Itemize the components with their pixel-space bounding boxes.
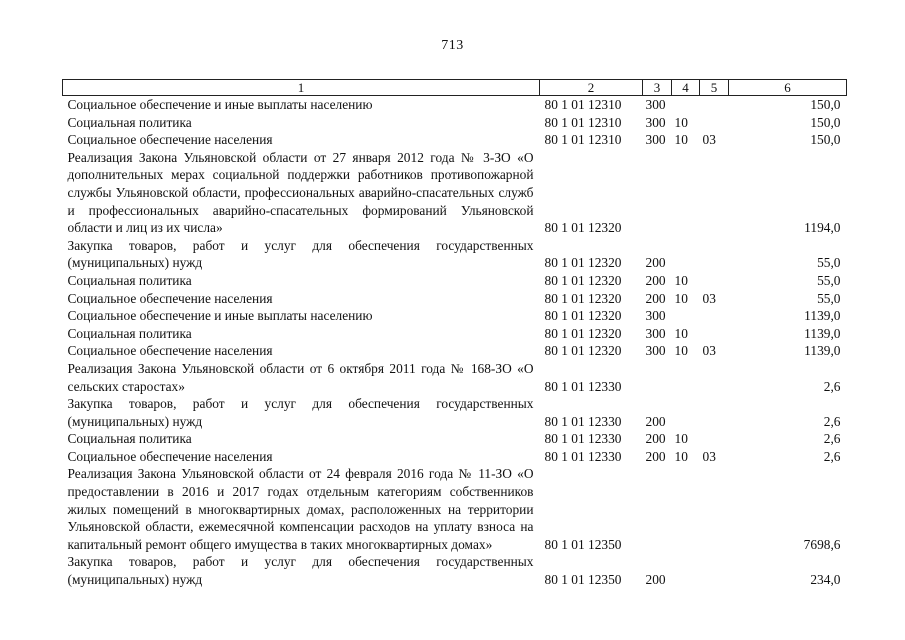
row-amount: 2,6	[823, 413, 841, 429]
column-header-3: 3	[643, 80, 672, 96]
row-col5: 03	[702, 343, 716, 359]
row-col5: 03	[702, 290, 716, 306]
row-code: 80 1 01 12320	[544, 308, 622, 324]
table-row	[63, 342, 847, 360]
table-row	[63, 237, 847, 272]
row-col4: 10	[674, 325, 688, 341]
row-code: 80 1 01 12330	[544, 413, 622, 429]
row-col4	[672, 553, 700, 588]
row-name: Социальное обеспечение населения	[67, 343, 273, 359]
table-row	[63, 272, 847, 290]
row-code: 80 1 01 12310	[544, 97, 622, 112]
row-col4: 10	[674, 272, 688, 288]
row-code: 80 1 01 12320	[544, 290, 622, 306]
row-col5	[700, 96, 729, 114]
column-header-4: 4	[672, 80, 700, 96]
row-col5	[700, 465, 729, 553]
column-header-5: 5	[700, 80, 729, 96]
row-col3: 300	[645, 97, 666, 112]
table-row	[63, 465, 847, 553]
row-amount: 2,6	[823, 378, 841, 394]
row-col4	[672, 149, 700, 237]
row-col3: 300	[645, 343, 666, 359]
row-amount: 55,0	[817, 255, 841, 271]
column-header-1: 1	[63, 80, 540, 96]
table-row	[63, 307, 847, 325]
row-code: 80 1 01 12320	[544, 255, 622, 271]
row-col4: 10	[674, 448, 688, 464]
row-col3: 300	[645, 325, 666, 341]
row-code: 80 1 01 12310	[544, 114, 622, 130]
row-col4	[672, 360, 700, 395]
row-col4: 10	[674, 343, 688, 359]
row-name: Социальная политика	[67, 325, 192, 341]
row-code: 80 1 01 12320	[544, 272, 622, 288]
row-col3: 200	[645, 255, 666, 271]
row-name: Социальная политика	[67, 114, 192, 130]
row-col3: 200	[645, 572, 666, 588]
row-col4	[672, 465, 700, 553]
row-col3: 200	[645, 272, 666, 288]
row-amount: 2,6	[823, 448, 841, 464]
row-col3: 300	[645, 114, 666, 130]
row-name: Социальная политика	[67, 272, 192, 288]
column-header-2: 2	[540, 80, 643, 96]
column-header-6: 6	[729, 80, 847, 96]
row-amount: 1139,0	[804, 343, 841, 359]
row-code: 80 1 01 12320	[544, 343, 622, 359]
table-row	[63, 131, 847, 149]
row-amount: 1139,0	[804, 308, 841, 324]
row-name: Закупка товаров, работ и услуг для обеспечения государственных (муниципальных) нужд	[67, 554, 534, 588]
row-name: Социальная политика	[67, 431, 192, 447]
table-body	[63, 96, 847, 589]
row-col4: 10	[674, 132, 688, 148]
row-col4	[672, 96, 700, 114]
row-name: Социальное обеспечение населения	[67, 290, 273, 306]
row-name: Социальное обеспечение населения	[67, 132, 273, 148]
row-name: Социальное обеспечение и иные выплаты населению	[67, 308, 373, 324]
row-col3: 200	[645, 448, 666, 464]
row-col5	[700, 395, 729, 430]
row-name: Социальное обеспечение населения	[67, 448, 273, 464]
row-amount: 1139,0	[804, 325, 841, 341]
table-row	[63, 149, 847, 237]
row-col4: 10	[674, 290, 688, 306]
row-col5	[700, 553, 729, 588]
table-header	[63, 80, 847, 96]
row-amount: 150,0	[810, 132, 841, 148]
row-col5	[700, 430, 729, 448]
row-col5: 03	[702, 132, 716, 148]
table-row	[63, 325, 847, 343]
row-col4: 10	[674, 114, 688, 130]
table-row	[63, 290, 847, 308]
row-code: 80 1 01 12330	[544, 431, 622, 447]
page-number: 713	[441, 38, 464, 53]
table-row	[63, 395, 847, 430]
table-row	[63, 114, 847, 132]
row-col3: 200	[645, 413, 666, 429]
row-name: Реализация Закона Ульяновской области от 27 января 2012 года № 3-ЗО «О дополнительных мерах социальной поддержки работников противопожарной службы Ульяновской области, профессиональных аварийно-спасательных служб и профессиональных аварийно-спасательных формирований Ульяновской области и лиц из их числа»	[67, 149, 534, 236]
row-name: Закупка товаров, работ и услуг для обеспечения государственных (муниципальных) нужд	[67, 396, 534, 429]
row-name: Реализация Закона Ульяновской области от 24 февраля 2016 года № 11-ЗО «О предоставлении в 2016 и 2017 годах отдельным категориям собственников жилых помещений в многоквартирных домах, расположенных на территории Ульяновской области, ежемесячной компенсации расходов на уплату взноса на капитальный ремонт общего имущества в таких многоквартирных домах»	[67, 466, 534, 552]
header-row	[63, 80, 847, 96]
row-col5	[700, 114, 729, 132]
row-amount: 234,0	[810, 572, 841, 588]
row-col4: 10	[674, 431, 688, 447]
row-col5	[700, 272, 729, 290]
row-col4	[672, 307, 700, 325]
row-col5: 03	[702, 448, 716, 464]
row-col3: 300	[645, 308, 666, 324]
row-code: 80 1 01 12350	[544, 572, 622, 588]
row-amount: 150,0	[810, 97, 841, 112]
row-amount: 2,6	[823, 431, 841, 447]
row-col4	[672, 395, 700, 430]
row-code: 80 1 01 12320	[544, 220, 622, 236]
row-code: 80 1 01 12330	[544, 378, 622, 394]
row-col3	[643, 360, 672, 395]
row-code: 80 1 01 12320	[544, 325, 622, 341]
table-row	[63, 448, 847, 466]
row-code: 80 1 01 12350	[544, 536, 622, 552]
row-col5	[700, 149, 729, 237]
row-amount: 55,0	[817, 290, 841, 306]
table-row	[63, 430, 847, 448]
table-row	[63, 360, 847, 395]
row-col4	[672, 237, 700, 272]
table-row	[63, 96, 847, 114]
row-name: Социальное обеспечение и иные выплаты населению	[67, 97, 373, 112]
row-col3: 200	[645, 431, 666, 447]
row-name: Закупка товаров, работ и услуг для обеспечения государственных (муниципальных) нужд	[67, 237, 534, 271]
row-amount: 7698,6	[803, 536, 841, 552]
row-code: 80 1 01 12310	[544, 132, 622, 148]
row-code: 80 1 01 12330	[544, 448, 622, 464]
table-row	[63, 553, 847, 588]
row-col5	[700, 325, 729, 343]
row-col3: 300	[645, 132, 666, 148]
row-name: Реализация Закона Ульяновской области от 6 октября 2011 года № 168-ЗО «О сельских старостах»	[67, 360, 534, 394]
row-col5	[700, 307, 729, 325]
row-amount: 55,0	[817, 272, 841, 288]
budget-table	[62, 79, 847, 589]
row-amount: 1194,0	[804, 220, 841, 236]
row-amount: 150,0	[810, 114, 841, 130]
row-col3	[643, 149, 672, 237]
row-col5	[700, 360, 729, 395]
row-col5	[700, 237, 729, 272]
row-col3: 200	[645, 290, 666, 306]
row-col3	[643, 465, 672, 553]
